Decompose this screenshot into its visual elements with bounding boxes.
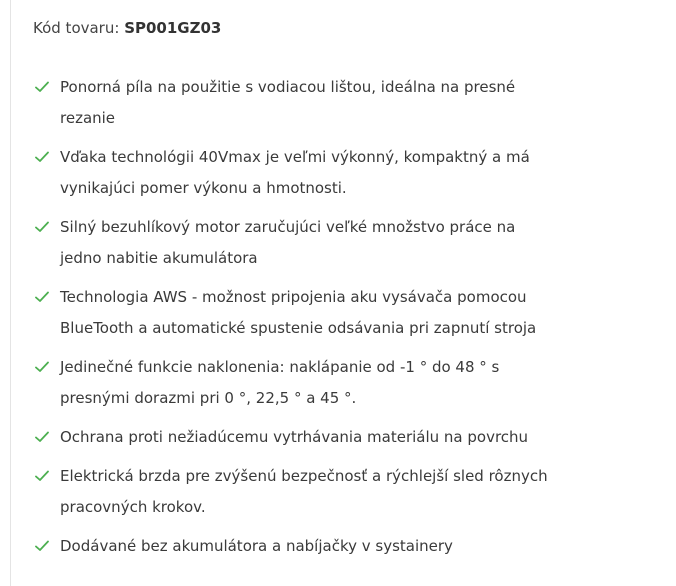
feature-text: Technologia AWS - možnost pripojenia aku vysávača pomocou BlueTooth a automatické spustenie odsávania pri zapnutí stroja [60, 288, 537, 337]
feature-text: Elektrická brzda pre zvýšenú bezpečnosť a rýchlejší sled rôznych pracovných krokov. [60, 467, 548, 516]
feature-text: Vďaka technológii 40Vmax je veľmi výkonný, kompaktný a má vynikajúci pomer výkonu a hmotnosti. [60, 148, 530, 197]
product-code-label: Kód tovaru: [33, 19, 120, 37]
feature-text: Ochrana proti nežiadúcemu vytrhávania materiálu na povrchu [60, 428, 529, 446]
check-icon [35, 361, 49, 373]
feature-item [33, 422, 553, 453]
feature-item [33, 531, 553, 562]
feature-item [33, 282, 553, 344]
feature-item [33, 72, 553, 134]
check-icon [35, 81, 49, 93]
check-icon [35, 151, 49, 163]
check-icon [35, 470, 49, 482]
feature-item [33, 212, 553, 274]
product-info-panel [10, 0, 676, 586]
feature-item [33, 461, 553, 523]
feature-text: Silný bezuhlíkový motor zaručujúci veľké množstvo práce na jedno nabitie akumulátora [60, 218, 516, 267]
feature-text: Dodávané bez akumulátora a nabíjačky v systainery [60, 537, 453, 555]
check-icon [35, 540, 49, 552]
feature-item [33, 352, 553, 414]
product-code-value: SP001GZ03 [124, 19, 222, 37]
feature-text: Jedinečné funkcie naklonenia: naklápanie od -1 ° do 48 ° s presnými dorazmi pri 0 °, 22,5 ° a 45 °. [60, 358, 500, 407]
check-icon [35, 431, 49, 443]
check-icon [35, 291, 49, 303]
product-code [33, 17, 221, 39]
feature-text: Ponorná píla na použitie s vodiacou lištou, ideálna na presné rezanie [60, 78, 516, 127]
check-icon [35, 221, 49, 233]
feature-item [33, 142, 553, 204]
feature-list [33, 72, 553, 570]
